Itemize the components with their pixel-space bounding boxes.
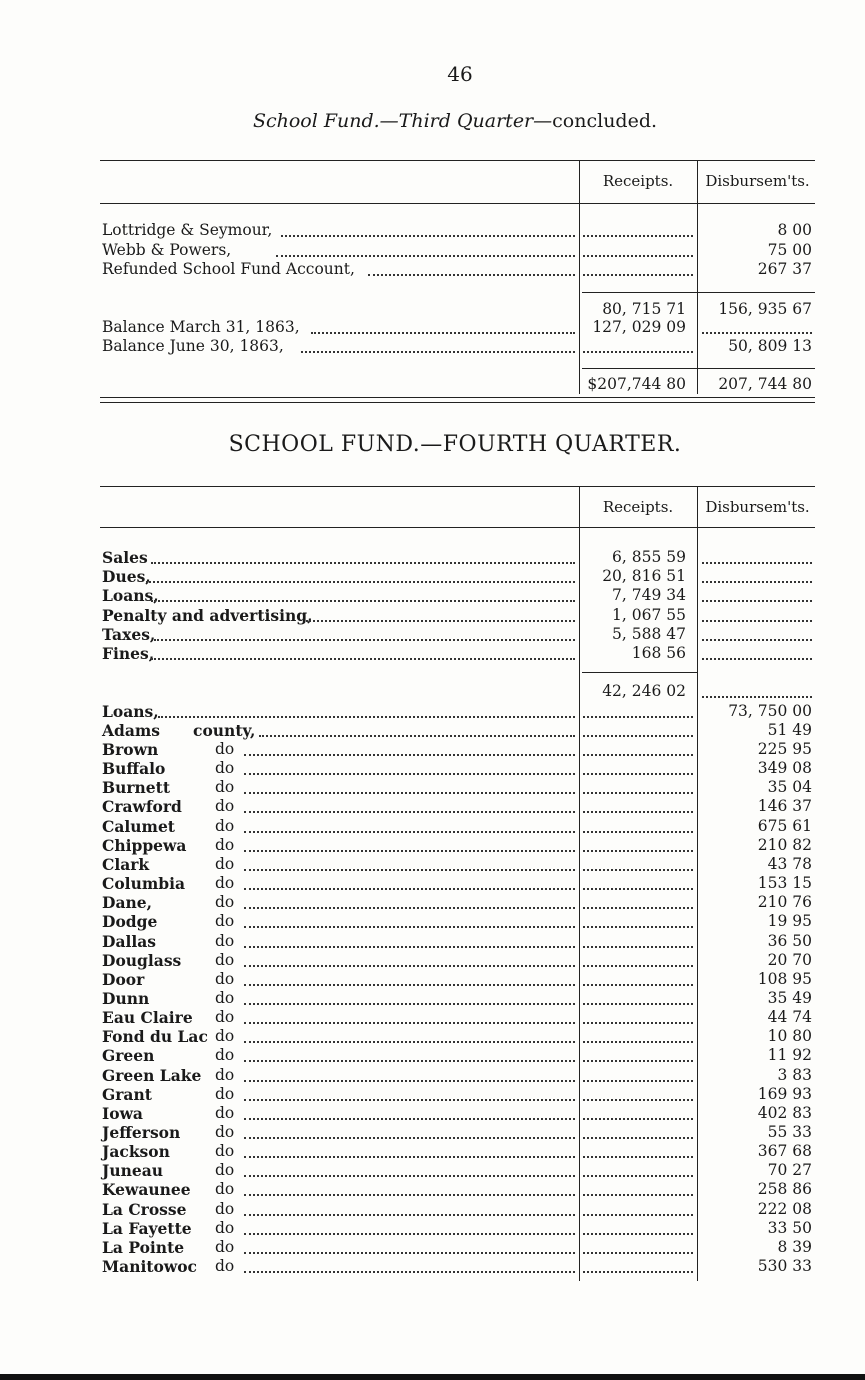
receipts-value: 80, 715 71 — [602, 300, 686, 318]
ditto-mark: do — [215, 1065, 235, 1084]
label-leader — [244, 965, 575, 967]
row-label: Door — [102, 969, 145, 989]
label-leader — [281, 235, 575, 237]
label-leader — [158, 716, 575, 718]
ditto-mark: do — [215, 778, 235, 797]
receipt-row — [0, 644, 865, 663]
total-row — [0, 375, 865, 394]
ditto-mark: do — [215, 912, 235, 931]
label-leader — [151, 562, 575, 564]
receipts-value: 42, 246 02 — [602, 682, 686, 700]
ditto-mark: do — [215, 874, 235, 893]
county-row — [0, 721, 865, 740]
label-leader — [244, 946, 575, 948]
county-row — [0, 836, 865, 855]
disbursements-value: 8 39 — [777, 1237, 812, 1256]
ditto-mark: do — [215, 1180, 235, 1199]
receipts-leader — [583, 1099, 693, 1101]
county-row — [0, 1066, 865, 1085]
col-head-disbursements: Disbursem'ts. — [705, 172, 810, 190]
receipts-leader — [583, 754, 693, 756]
label-leader — [154, 639, 575, 641]
label-leader — [244, 831, 575, 833]
table-row — [0, 260, 865, 279]
label-leader — [244, 1233, 575, 1235]
label-leader — [244, 1271, 575, 1273]
receipts-leader — [583, 984, 693, 986]
receipts-leader — [583, 1252, 693, 1254]
row-label: Sales — [102, 548, 148, 567]
receipt-row — [0, 625, 865, 644]
table-row — [0, 221, 865, 240]
label-leader — [244, 1099, 575, 1101]
row-label: Refunded School Fund Account, — [102, 260, 355, 278]
receipts-leader — [583, 1137, 693, 1139]
receipts-leader — [583, 1060, 693, 1062]
ditto-mark: do — [215, 1161, 235, 1180]
row-label: Manitowoc — [102, 1257, 197, 1277]
label-leader — [244, 1252, 575, 1254]
disbursements-value: 349 08 — [757, 759, 812, 778]
row-label: La Pointe — [102, 1237, 185, 1257]
receipt-row — [0, 586, 865, 605]
disbursements-leader — [702, 332, 812, 334]
ditto-mark: do — [215, 854, 235, 873]
disbursements-value: 36 50 — [767, 931, 812, 950]
row-label: La Crosse — [102, 1199, 187, 1219]
receipts-leader — [583, 351, 693, 353]
third-quarter-title-italic: School Fund.—Third Quarter— — [252, 110, 553, 132]
disbursements-value: 108 95 — [757, 969, 812, 988]
label-leader — [244, 1214, 575, 1216]
row-label: Balance June 30, 1863, — [102, 337, 284, 355]
receipts-leader — [583, 1118, 693, 1120]
disbursements-value: 35 49 — [767, 988, 812, 1007]
label-leader — [368, 274, 575, 276]
receipts-leader — [583, 1271, 693, 1273]
receipts-leader — [583, 274, 693, 276]
label-leader — [244, 792, 575, 794]
ditto-mark: do — [215, 1199, 235, 1218]
receipt-row — [0, 567, 865, 586]
row-label: Calumet — [102, 816, 175, 836]
county-row — [0, 778, 865, 797]
county-row — [0, 1180, 865, 1199]
disbursements-value: 50, 809 13 — [728, 337, 812, 355]
ditto-mark: do — [215, 1142, 235, 1161]
receipts-value: $207,744 80 — [587, 375, 686, 393]
row-label: Buffalo — [102, 759, 166, 779]
receipts-leader — [583, 965, 693, 967]
table-top-rule — [100, 160, 815, 161]
disbursements-value: 367 68 — [757, 1142, 812, 1161]
ditto-mark: do — [215, 969, 235, 988]
label-leader — [244, 984, 575, 986]
row-label: Green Lake — [102, 1065, 202, 1085]
county-word: county, — [193, 721, 256, 740]
receipts-leader — [583, 235, 693, 237]
row-label: Lottridge & Seymour, — [102, 221, 273, 239]
disbursements-leader — [702, 600, 812, 602]
county-row — [0, 1123, 865, 1142]
loans-disbursement-row — [0, 702, 865, 721]
receipt-row — [0, 606, 865, 625]
county-row — [0, 893, 865, 912]
label-leader — [244, 1137, 575, 1139]
disbursements-value: 11 92 — [767, 1046, 812, 1065]
county-row — [0, 797, 865, 816]
label-leader — [276, 255, 575, 257]
table-row — [0, 241, 865, 260]
row-label: Adams — [102, 721, 161, 740]
receipts-leader — [583, 811, 693, 813]
disbursements-value: 51 49 — [767, 721, 812, 739]
disbursements-value: 530 33 — [757, 1257, 812, 1276]
receipts-value: 5, 588 47 — [612, 624, 686, 643]
receipts-leader — [583, 1214, 693, 1216]
page-fold-edge — [0, 1374, 865, 1380]
disbursements-leader — [702, 639, 812, 641]
disbursements-value: 402 83 — [757, 1103, 812, 1122]
receipts-leader — [583, 1041, 693, 1043]
ditto-mark: do — [215, 1103, 235, 1122]
row-label: Webb & Powers, — [102, 240, 232, 259]
county-row — [0, 759, 865, 778]
row-label: Loans, — [102, 586, 159, 606]
col-head-receipts: Receipts. — [602, 172, 674, 190]
receipts-leader — [583, 716, 693, 718]
disbursements-value: 33 50 — [767, 1218, 812, 1237]
label-leader — [244, 1156, 575, 1158]
table-bottom-double-rule — [100, 397, 815, 398]
disbursements-leader — [702, 620, 812, 622]
ditto-mark: do — [215, 1046, 235, 1065]
label-leader — [244, 888, 575, 890]
receipts-total-row — [0, 682, 865, 701]
county-row — [0, 951, 865, 970]
label-leader — [244, 754, 575, 756]
receipts-leader — [583, 926, 693, 928]
county-row — [0, 932, 865, 951]
label-leader — [244, 1060, 575, 1062]
row-label: Columbia — [102, 874, 186, 894]
disbursements-leader — [702, 658, 812, 660]
disbursements-value: 19 95 — [767, 912, 812, 931]
label-leader — [244, 1194, 575, 1196]
county-row — [0, 1142, 865, 1161]
row-label: Taxes, — [102, 624, 156, 644]
row-label: Dunn — [102, 988, 150, 1008]
row-label: Dallas — [102, 931, 157, 951]
row-label: Balance March 31, 1863, — [102, 318, 300, 336]
receipts-leader — [583, 1156, 693, 1158]
row-label: Fond du Lac — [102, 1027, 208, 1047]
row-label: Jefferson — [102, 1123, 181, 1142]
ditto-mark: do — [215, 988, 235, 1007]
disbursements-value: 3 83 — [777, 1065, 812, 1084]
county-row — [0, 1219, 865, 1238]
county-row — [0, 1008, 865, 1027]
receipts-leader — [583, 946, 693, 948]
disbursements-value: 153 15 — [757, 874, 812, 893]
ditto-mark: do — [215, 950, 235, 969]
label-leader — [244, 850, 575, 852]
disbursements-value: 222 08 — [757, 1199, 812, 1218]
receipts-leader — [583, 792, 693, 794]
receipts-leader — [583, 831, 693, 833]
ditto-mark: do — [215, 835, 235, 854]
county-row — [0, 740, 865, 759]
third-quarter-title-tail: concluded. — [552, 110, 658, 132]
label-leader — [244, 1041, 575, 1043]
row-label: Dane, — [102, 893, 153, 913]
disbursements-value: 55 33 — [767, 1123, 812, 1141]
label-leader — [146, 581, 575, 583]
county-row — [0, 912, 865, 931]
table-bottom-double-rule-2 — [100, 402, 815, 403]
county-row — [0, 1027, 865, 1046]
col-head-disbursements-2: Disbursem'ts. — [705, 498, 810, 516]
label-leader — [244, 1003, 575, 1005]
ditto-mark: do — [215, 1008, 235, 1027]
row-label: Clark — [102, 854, 150, 874]
receipts-value: 168 56 — [631, 644, 686, 662]
label-leader — [311, 332, 575, 334]
ditto-mark: do — [215, 797, 235, 816]
disbursements-value: 675 61 — [757, 816, 812, 835]
third-quarter-title — [0, 110, 865, 132]
row-label: Dodge — [102, 912, 158, 932]
receipts-subtotal-rule — [582, 672, 697, 673]
row-label: Loans, — [102, 702, 159, 721]
receipts-leader — [583, 735, 693, 737]
label-leader — [151, 600, 575, 602]
ditto-mark: do — [215, 816, 235, 835]
disbursements-value: 267 37 — [757, 260, 812, 278]
disbursements-value: 75 00 — [767, 240, 812, 259]
disbursements-value: 207, 744 80 — [718, 375, 812, 393]
county-row — [0, 1238, 865, 1257]
county-row — [0, 1104, 865, 1123]
row-label: Brown — [102, 740, 159, 759]
row-label: Burnett — [102, 778, 170, 798]
receipts-value: 6, 855 59 — [612, 548, 686, 566]
ditto-mark: do — [215, 759, 235, 778]
header-bottom-rule — [100, 203, 815, 204]
ditto-mark: do — [215, 1084, 235, 1103]
row-label: Penalty and advertising, — [102, 605, 313, 625]
row-label: La Fayette — [102, 1218, 192, 1238]
label-leader — [244, 907, 575, 909]
county-row — [0, 1257, 865, 1276]
row-label: Grant — [102, 1084, 152, 1104]
row-label: Kewaunee — [102, 1180, 191, 1200]
label-leader — [244, 1175, 575, 1177]
ditto-mark: do — [215, 931, 235, 950]
disbursements-leader — [702, 696, 812, 698]
disbursements-value: 8 00 — [777, 221, 812, 239]
receipts-leader — [583, 1233, 693, 1235]
row-label: Jackson — [102, 1142, 170, 1162]
label-leader — [244, 869, 575, 871]
table2-header-rule — [100, 527, 815, 528]
receipts-leader — [583, 1080, 693, 1082]
disbursements-value: 169 93 — [757, 1084, 812, 1103]
receipts-value: 20, 816 51 — [602, 567, 686, 586]
disbursements-value: 73, 750 00 — [728, 702, 812, 720]
row-label: Douglass — [102, 950, 182, 970]
county-row — [0, 970, 865, 989]
label-leader — [244, 1118, 575, 1120]
label-leader — [151, 658, 575, 660]
balance-row — [0, 337, 865, 356]
disbursements-value: 156, 935 67 — [718, 300, 812, 318]
county-row — [0, 855, 865, 874]
receipt-row — [0, 548, 865, 567]
disbursements-leader — [702, 581, 812, 583]
balance-row — [0, 318, 865, 337]
disbursements-value: 210 82 — [757, 835, 812, 854]
disbursements-value: 70 27 — [767, 1161, 812, 1180]
row-label: Iowa — [102, 1103, 143, 1123]
ditto-mark: do — [215, 740, 235, 758]
county-row — [0, 817, 865, 836]
label-leader — [244, 926, 575, 928]
total-rule — [582, 368, 815, 369]
disbursements-value: 225 95 — [757, 740, 812, 758]
page-number: 46 — [447, 62, 473, 86]
row-label: Juneau — [102, 1161, 164, 1181]
receipts-leader — [583, 888, 693, 890]
disbursements-value: 10 80 — [767, 1027, 812, 1046]
fourth-quarter-title: SCHOOL FUND.—FOURTH QUARTER. — [228, 432, 682, 457]
ditto-mark: do — [215, 893, 235, 912]
ditto-mark: do — [215, 1218, 235, 1237]
row-label: Green — [102, 1046, 155, 1066]
county-row — [0, 874, 865, 893]
receipts-value: 7, 749 34 — [612, 586, 686, 605]
county-row — [0, 1046, 865, 1065]
receipts-leader — [583, 255, 693, 257]
disbursements-value: 35 04 — [767, 778, 812, 797]
disbursements-value: 43 78 — [767, 854, 812, 873]
row-label: Crawford — [102, 797, 182, 817]
receipts-leader — [583, 1022, 693, 1024]
label-leader — [301, 351, 575, 353]
receipts-leader — [583, 1194, 693, 1196]
ditto-mark: do — [215, 1257, 235, 1276]
disbursements-value: 44 74 — [767, 1008, 812, 1027]
col-head-receipts-2: Receipts. — [602, 498, 674, 516]
disbursements-value: 146 37 — [757, 797, 812, 816]
row-label: Eau Claire — [102, 1008, 193, 1028]
ditto-mark: do — [215, 1027, 235, 1046]
disbursements-value: 20 70 — [767, 950, 812, 969]
disbursements-value: 258 86 — [757, 1180, 812, 1199]
subtotal-row — [0, 300, 865, 319]
county-row — [0, 1161, 865, 1180]
subtotal-rule — [582, 292, 815, 293]
label-leader — [244, 773, 575, 775]
ditto-mark: do — [215, 1237, 235, 1256]
county-row — [0, 989, 865, 1008]
receipts-leader — [583, 1175, 693, 1177]
ditto-mark: do — [215, 1123, 235, 1141]
row-label: Dues, — [102, 567, 151, 587]
receipts-leader — [583, 773, 693, 775]
label-leader — [306, 620, 575, 622]
label-leader — [244, 1080, 575, 1082]
receipts-leader — [583, 907, 693, 909]
receipts-leader — [583, 869, 693, 871]
receipts-value: 1, 067 55 — [612, 605, 686, 624]
receipts-value: 127, 029 09 — [592, 318, 686, 336]
label-leader — [259, 735, 575, 737]
county-row — [0, 1200, 865, 1219]
label-leader — [244, 811, 575, 813]
row-label: Fines, — [102, 644, 155, 663]
label-leader — [244, 1022, 575, 1024]
disbursements-value: 210 76 — [757, 893, 812, 912]
county-row — [0, 1085, 865, 1104]
disbursements-leader — [702, 562, 812, 564]
row-label: Chippewa — [102, 835, 187, 855]
receipts-leader — [583, 1003, 693, 1005]
receipts-leader — [583, 850, 693, 852]
table2-top-rule — [100, 486, 815, 487]
